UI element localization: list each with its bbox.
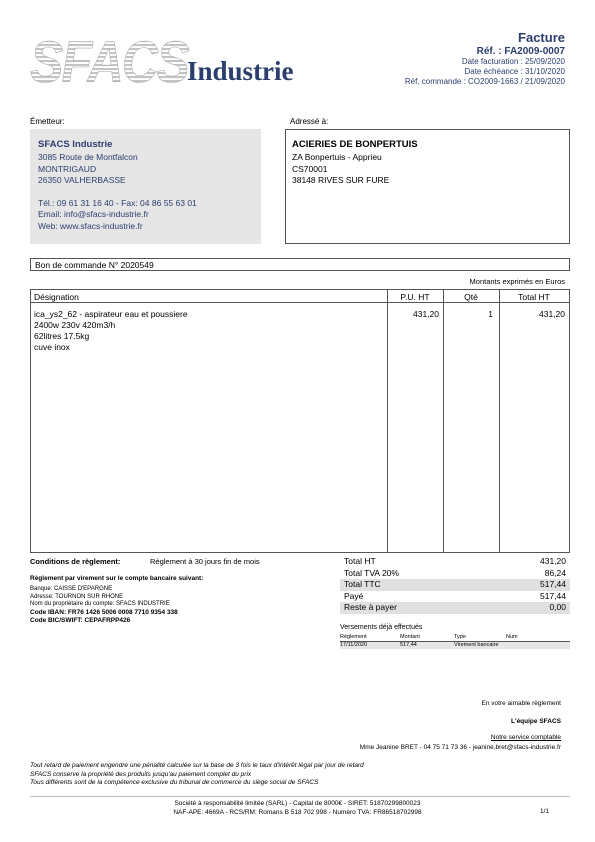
payment-row — [340, 642, 570, 649]
accounting-contact: Mme Jeanine BRET - 04 75 71 73 36 - jeanine.bret@sfacs-industrie.fr — [359, 744, 561, 751]
item-spec: 2400w 230v 420m3/h — [34, 320, 116, 330]
payment-type: Virement bancaire — [454, 642, 499, 648]
legal-notice — [30, 762, 364, 788]
invoice-header — [405, 30, 565, 87]
recipient-label: Adressé à: — [290, 117, 329, 126]
legal-line: Tout retard de paiement engendre une pénalité calculée sur la base de 3 fois le taux d'intérêt légal par jour de retard — [30, 762, 364, 769]
totals-box — [340, 556, 570, 614]
col-divider — [499, 290, 500, 552]
emitter-phone: Tél.: 09 61 31 16 40 - Fax: 04 86 55 63 01 — [38, 197, 197, 208]
recipient-address-1: ZA Bonpertuis - Apprieu — [292, 152, 382, 162]
legal-line: Tous différents sont de la compétence exclusive du tribunal de commerce du siège social de SFACS — [30, 779, 319, 786]
account-owner: Nom du propriétaire du compte: SFACS INDUSTRIE — [30, 601, 170, 607]
col-divider — [443, 290, 444, 552]
currency-note: Montants exprimés en Euros — [469, 277, 565, 286]
payments-title: Versements déjà effectués — [340, 624, 423, 631]
total-label: Total TTC — [344, 579, 381, 589]
item-designation: ica_ys2_62 - aspirateur eau et poussiere — [34, 309, 188, 319]
legal-line: SFACS conserve la propriété des produits jusqu'au paiement complet du prix — [30, 770, 252, 778]
total-value: 86,24 — [544, 567, 566, 578]
bic: Code BIC/SWIFT: CEPAFRPP426 — [30, 616, 131, 624]
col-header-pu: P.U. HT — [387, 290, 443, 303]
conditions-label: Conditions de règlement: — [30, 557, 121, 566]
col-header-designation: Désignation — [31, 290, 387, 303]
order-number: Bon de commande N° 2020549 — [30, 258, 570, 271]
table-row — [34, 309, 188, 353]
recipient-box — [285, 129, 570, 244]
bank-name: Banque: CAISSE D'EPARGNE — [30, 586, 113, 592]
paid-row — [340, 591, 570, 603]
total-label: Total HT — [344, 556, 376, 566]
remaining-row — [340, 602, 570, 614]
logo-industrie-text: Industrie — [187, 56, 294, 86]
item-unit-price: 431,20 — [413, 309, 439, 319]
item-spec: 62litres 17.5kg — [34, 331, 90, 341]
payments-header — [340, 634, 570, 642]
emitter-email: Email: info@sfacs-industrie.fr — [38, 209, 149, 219]
conditions-value: Règlement à 30 jours fin de mois — [150, 557, 260, 566]
emitter-address-3: 26350 VALHERBASSE — [38, 175, 126, 185]
recipient-address-3: 38148 RIVES SUR FURE — [292, 175, 390, 185]
recipient-name: ACIERIES DE BONPERTUIS — [292, 139, 418, 150]
payment-date: 17/11/2020 — [340, 642, 368, 648]
item-total: 431,20 — [539, 309, 565, 319]
emitter-address-2: MONTRIGAUD — [38, 163, 97, 174]
items-table — [30, 289, 570, 553]
company-footer — [0, 799, 595, 817]
company-logo — [30, 32, 320, 90]
col-header-total: Total HT — [499, 290, 569, 303]
accounting-service: Notre service comptable — [490, 734, 561, 741]
col-header-qty: Qté — [443, 290, 499, 303]
page-number: 1/1 — [539, 808, 549, 815]
footer-divider — [30, 796, 570, 797]
payments-col-header: Type — [454, 634, 466, 640]
payment-num — [506, 642, 570, 649]
invoice-ref: Réf. : FA2009-0007 — [476, 46, 565, 57]
total-label: Payé — [344, 590, 364, 601]
total-label: Reste à payer — [344, 602, 397, 612]
iban: Code IBAN: FR76 1426 5006 0008 7710 9354 338 — [30, 608, 178, 616]
emitter-box — [30, 129, 261, 244]
payments-col-header: Règlement — [340, 634, 367, 640]
total-value: 0,00 — [549, 602, 566, 612]
payments-col-header: Montant — [400, 634, 420, 640]
total-value: 517,44 — [540, 590, 566, 601]
emitter-address-1: 3085 Route de Montfalcon — [38, 152, 138, 162]
total-value: 431,20 — [540, 556, 566, 566]
col-divider — [387, 290, 388, 552]
payments-col-header: Num — [506, 634, 518, 640]
item-quantity: 1 — [488, 309, 493, 319]
recipient-address-2: CS70001 — [292, 163, 328, 174]
total-label: Total TVA 20% — [344, 567, 399, 578]
invoice-title: Facture — [518, 30, 565, 45]
order-ref: Réf. commande : CO2009-1663 / 21/09/2020 — [404, 77, 565, 86]
total-ttc-row — [340, 579, 570, 591]
payment-amount: 517,44 — [400, 642, 417, 648]
bank-address: Adresse: TOURNON SUR RHONE — [30, 593, 124, 600]
footer-line: NAF-APE: 4669A - RCS/RM: Romans B 518 702 998 - Numéro TVA: FR86518702998 — [173, 809, 422, 816]
payment-conditions — [30, 557, 330, 625]
invoice-date: Date facturation : 25/09/2020 — [461, 57, 565, 66]
emitter-web: Web: www.sfacs-industrie.fr — [38, 220, 143, 231]
virement-title: Règlement par virement sur le compte bancaire suivant: — [30, 575, 204, 582]
team-signature: L'équipe SFACS — [511, 718, 561, 725]
payments-made — [340, 624, 570, 649]
logo-sfacs-text: SFACS — [30, 32, 190, 90]
greeting: En votre aimable règlement — [481, 700, 561, 707]
total-value: 517,44 — [540, 579, 566, 589]
emitter-name: SFACS Industrie — [38, 139, 113, 150]
footer-line: Société à responsabilité limitée (SARL) - Capital de 8000€ - SIRET: 51870299800023 — [174, 800, 421, 807]
total-ht-row — [340, 556, 570, 568]
emitter-label: Émetteur: — [30, 117, 65, 126]
total-tva-row — [340, 568, 570, 580]
due-date: Date échéance : 31/10/2020 — [464, 67, 565, 76]
sfacs-logo-graphic — [30, 32, 320, 90]
item-spec: cuve inox — [34, 342, 70, 352]
